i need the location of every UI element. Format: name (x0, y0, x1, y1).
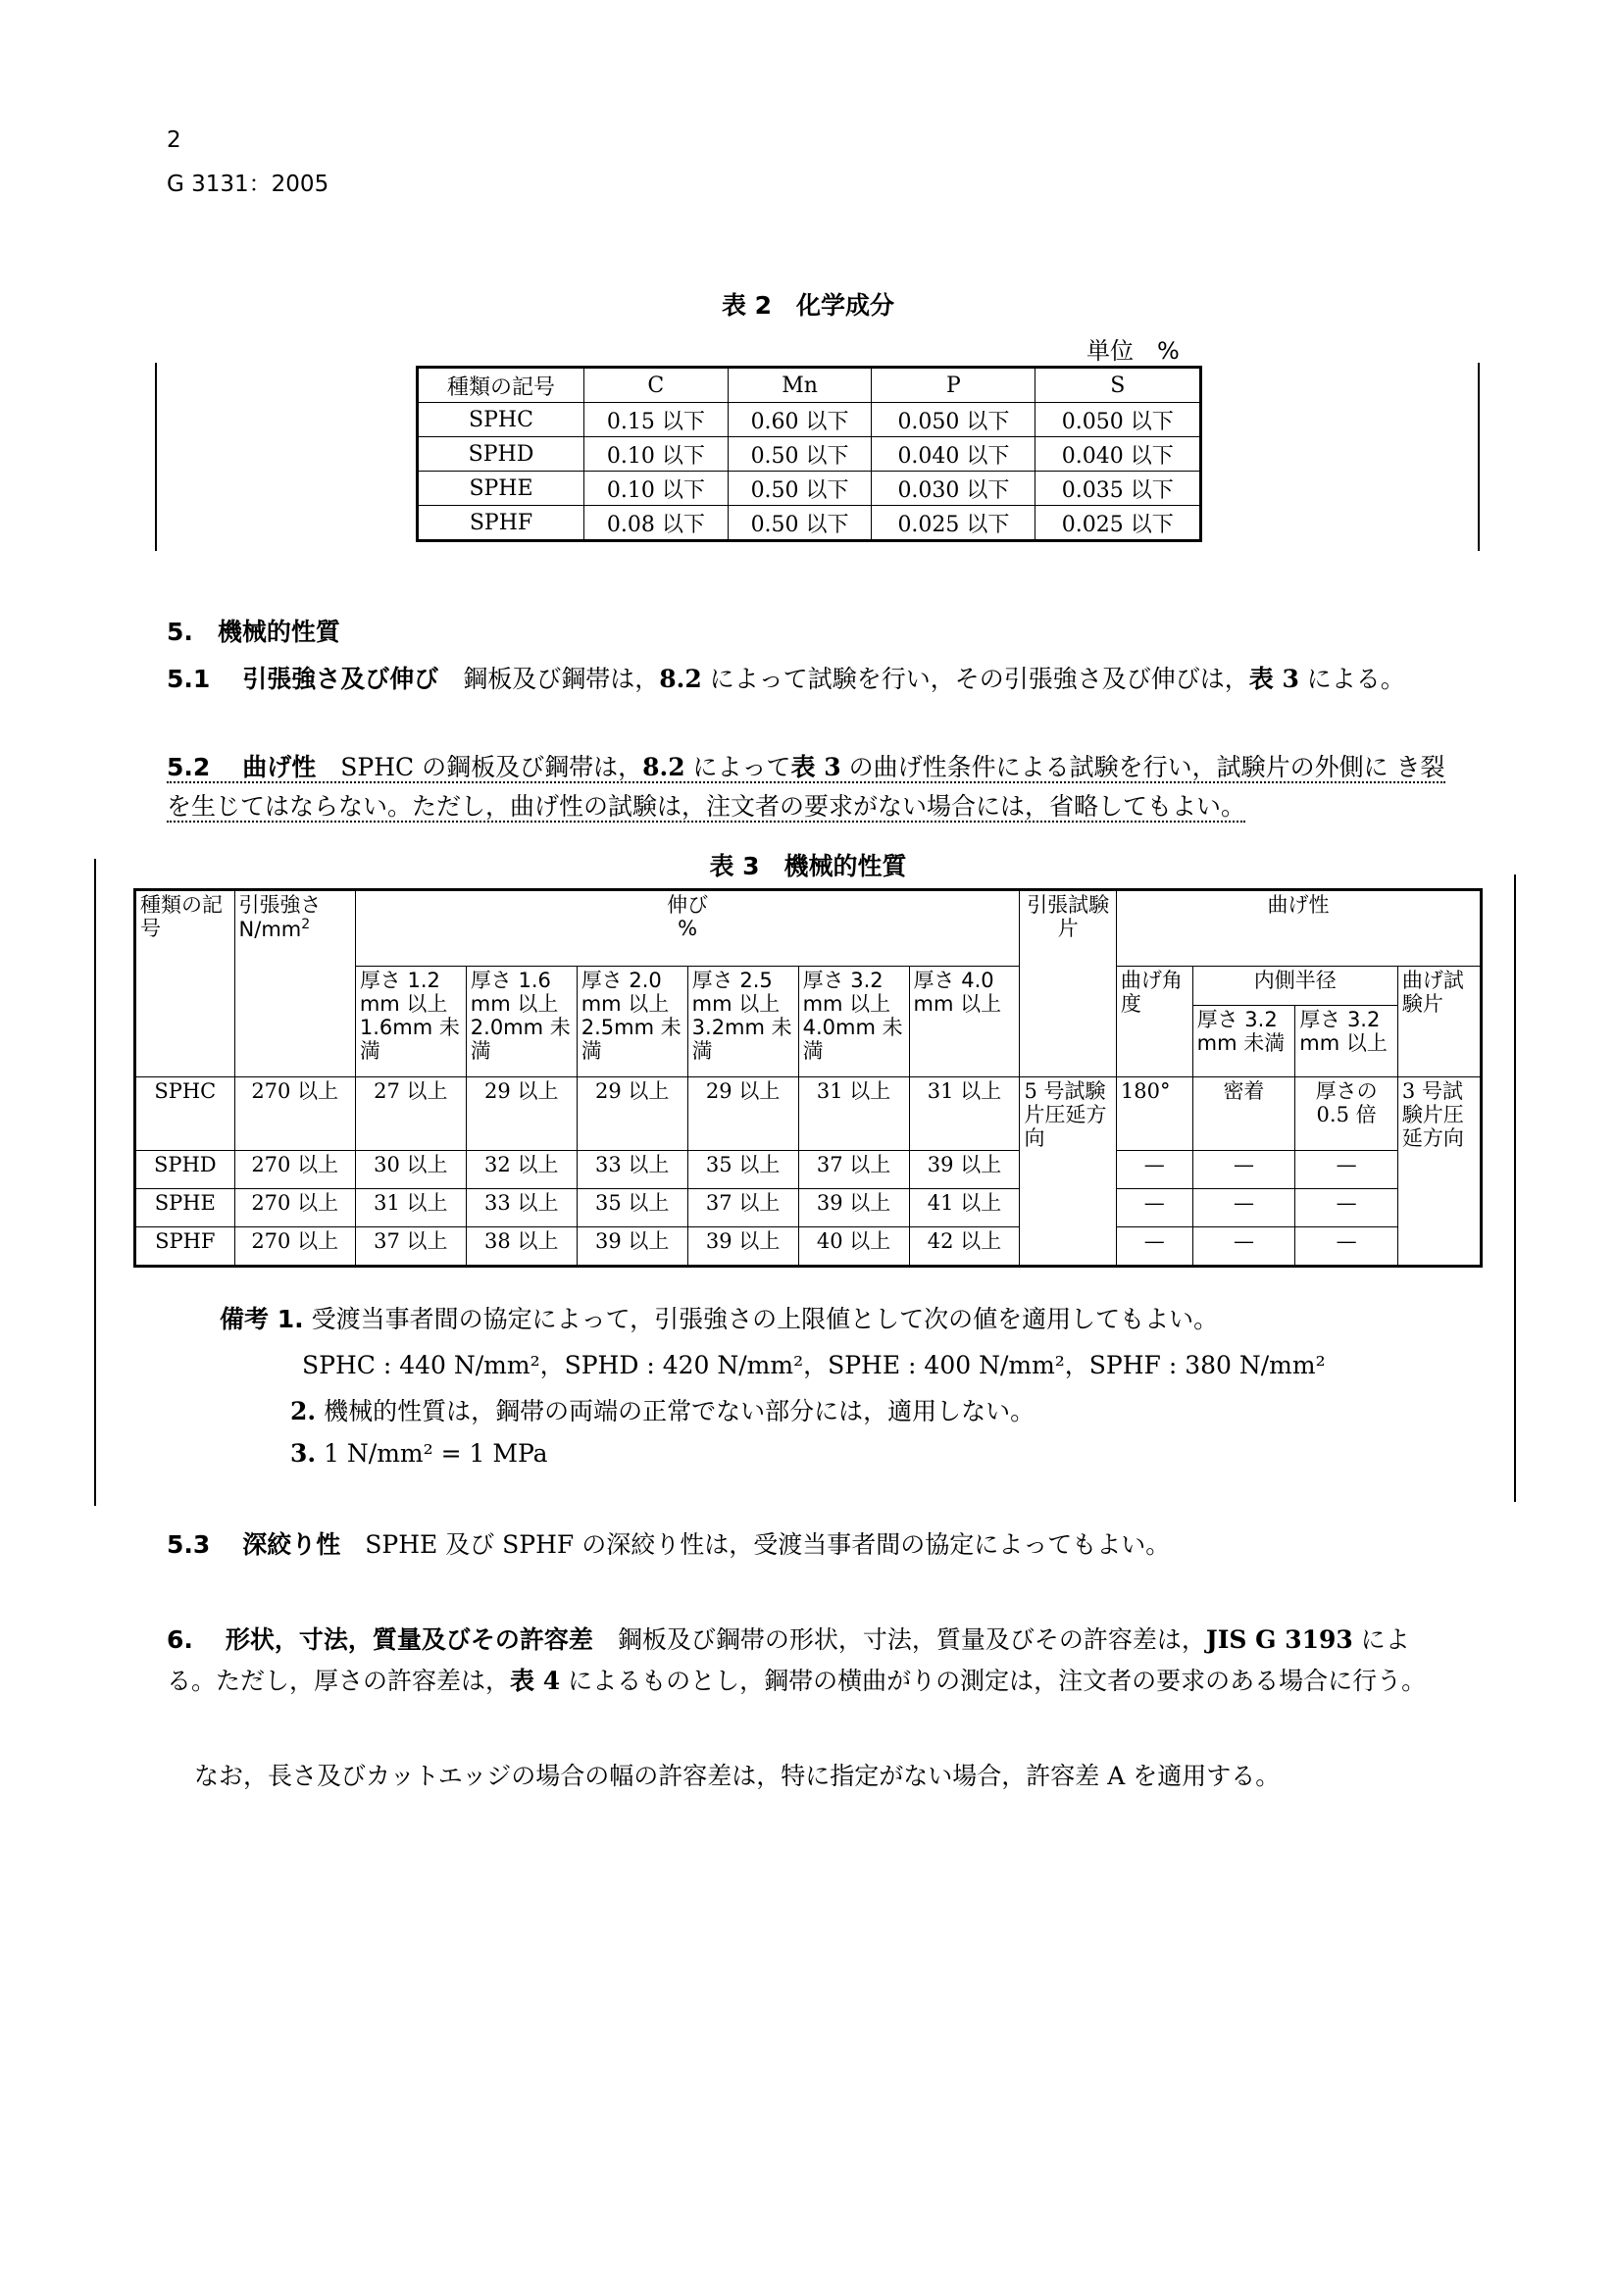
section5-heading (167, 613, 1451, 652)
table-cell: 27 以上 (355, 1077, 466, 1151)
table-row (418, 472, 1201, 506)
clause-title: 引張強さ及び伸び (242, 665, 439, 693)
revision-bar (1478, 363, 1480, 551)
table-cell: 32 以上 (466, 1151, 577, 1189)
table-cell: 0.60 以下 (728, 403, 872, 437)
table-row (418, 403, 1201, 437)
table-cell: 0.10 以下 (584, 472, 729, 506)
section53-paragraph (167, 1525, 1451, 1565)
remark-number: 3. (290, 1439, 317, 1468)
table-cell: 0.50 以下 (728, 472, 872, 506)
revision-bar (94, 859, 96, 1506)
section51-paragraph (167, 660, 1451, 699)
table-cell: 40 以上 (798, 1227, 909, 1267)
clause-title: 深絞り性 (242, 1530, 341, 1559)
table-cell: 0.040 以下 (872, 437, 1035, 472)
table-ref: 表 4 (510, 1667, 561, 1695)
table-ref: 表 3 (1248, 665, 1299, 693)
section6-paragraph-2: なお，長さ及びカットエッジの場合の幅の許容差は，特に指定がない場合，許容差 A を適用する。 (194, 1762, 1281, 1790)
header-cell: 厚さ 3.2 mm 未満 (1192, 1005, 1295, 1076)
standard-ref: JIS G 3193 (1205, 1625, 1353, 1654)
clause-title: 形状，寸法，質量及びその許容差 (225, 1625, 593, 1654)
remark-text: 受渡当事者間の協定によって，引張強さの上限値として次の値を適用してもよい。 (311, 1305, 1219, 1333)
table-cell: 33 以上 (577, 1151, 687, 1189)
table-cell: 35 以上 (577, 1189, 687, 1227)
table-ref: 表 3 (790, 753, 841, 781)
header-cell: 種類の記号 (418, 368, 584, 403)
header-cell: 厚さ 4.0 mm 以上 (909, 967, 1020, 1077)
table-cell: 5 号試験片圧延方向 (1020, 1077, 1116, 1267)
header-cell: 厚さ 1.6 mm 以上 2.0mm 未満 (466, 967, 577, 1077)
table-cell: 密着 (1192, 1077, 1295, 1151)
body-text: 鋼板及び鋼帯は， (438, 665, 660, 693)
table-cell: 270 以上 (234, 1227, 355, 1267)
table-cell: 0.040 以下 (1035, 437, 1201, 472)
section52-paragraph (167, 748, 1451, 826)
table-cell: 39 以上 (687, 1227, 798, 1267)
page-number: 2 (167, 127, 181, 153)
section-heading: 5. 機械的性質 (167, 618, 340, 646)
header-cell: 引張強さ $N/mm^2$ (234, 890, 355, 1077)
mechanical-properties-table (133, 888, 1483, 1268)
table-cell: 270 以上 (234, 1077, 355, 1151)
table-row (418, 506, 1201, 541)
table3-caption: 表 3 機械的性質 (709, 852, 907, 880)
table-cell: 39 以上 (798, 1189, 909, 1227)
header-cell: 厚さ 3.2 mm 以上 (1295, 1005, 1398, 1076)
body-text: による。ただし，厚さの許容差は， (167, 1625, 1410, 1695)
table-cell: 3 号試験片圧延方向 (1397, 1077, 1481, 1267)
table-cell: 0.15 以下 (584, 403, 729, 437)
unit-label: % (678, 917, 698, 941)
header-cell: 曲げ試験片 (1397, 967, 1481, 1077)
clause-number: 6. (167, 1625, 193, 1654)
header-cell: S (1035, 368, 1201, 403)
revision-bar (1514, 874, 1516, 1502)
body-text: SPHC の鋼板及び鋼帯は， (316, 753, 643, 781)
table-cell: — (1192, 1151, 1295, 1189)
clause-title: 曲げ性 (242, 753, 317, 781)
clause-number: 5.3 (167, 1530, 211, 1559)
table-cell: 厚さの 0.5 倍 (1295, 1077, 1398, 1151)
table-cell: 31 以上 (798, 1077, 909, 1151)
table-row (135, 1077, 1482, 1151)
section6-paragraph (167, 1620, 1451, 1702)
header-cell: P (872, 368, 1035, 403)
header-cell: 厚さ 2.0 mm 以上 2.5mm 未満 (577, 967, 687, 1077)
header-cell: 厚さ 1.2 mm 以上 1.6mm 未満 (355, 967, 466, 1077)
body-text: による。 (1298, 665, 1405, 693)
clause-number: 5.1 (167, 665, 211, 693)
remark-1 (220, 1300, 1218, 1335)
table2-caption: 表 2 化学成分 (721, 291, 895, 320)
table-cell: — (1192, 1189, 1295, 1227)
table-cell: 0.50 以下 (728, 437, 872, 472)
standard-code: G 3131：2005 (167, 172, 329, 197)
header-cell: C (584, 368, 729, 403)
remark-3 (290, 1439, 548, 1468)
header-cell: 曲げ性 (1116, 890, 1481, 967)
table-cell: SPHF (135, 1227, 235, 1267)
table-cell: 37 以上 (355, 1227, 466, 1267)
table-cell: SPHE (418, 472, 584, 506)
table-cell: 270 以上 (234, 1151, 355, 1189)
remark-label: 備考 1. (220, 1305, 304, 1333)
table-cell: 0.08 以下 (584, 506, 729, 541)
table-cell: 29 以上 (466, 1077, 577, 1151)
header-cell: 曲げ角度 (1116, 967, 1192, 1077)
remark-text: 機械的性質は，鋼帯の両端の正常でない部分には，適用しない。 (324, 1397, 1035, 1425)
table-cell: — (1295, 1227, 1398, 1267)
remark-number: 2. (290, 1397, 317, 1425)
body-text: 鋼板及び鋼帯の形状，寸法，質量及びその許容差は， (592, 1625, 1206, 1654)
table-cell: 29 以上 (687, 1077, 798, 1151)
unit-label: N/mm (238, 918, 302, 942)
table-cell: — (1116, 1227, 1192, 1267)
table-cell: 35 以上 (687, 1151, 798, 1189)
table-cell: 41 以上 (909, 1189, 1020, 1227)
table-cell: 29 以上 (577, 1077, 687, 1151)
table-cell: — (1116, 1189, 1192, 1227)
table-cell: 42 以上 (909, 1227, 1020, 1267)
table-cell: 0.025 以下 (1035, 506, 1201, 541)
body-text: によって試験を行い，その引張強さ及び伸びは， (701, 665, 1249, 693)
table-cell: 0.050 以下 (1035, 403, 1201, 437)
table-cell: 0.025 以下 (872, 506, 1035, 541)
body-text: によって (684, 753, 791, 781)
table-cell: 0.50 以下 (728, 506, 872, 541)
header-cell: Mn (728, 368, 872, 403)
header-cell: 引張試験片 (1020, 890, 1116, 1077)
body-text: の曲げ性条件による試験を行い，試験片の外側に き裂を生じてはならない。ただし，曲げ性の試験は，注文者の要求がない場合には，省略してもよい。 (167, 753, 1445, 821)
body-text: によるものとし，鋼帯の横曲がりの測定は，注文者の要求のある場合に行う。 (560, 1667, 1427, 1695)
table-cell: SPHC (418, 403, 584, 437)
clause-number: 5.2 (167, 753, 211, 781)
table-row (418, 437, 1201, 472)
table-cell: SPHD (418, 437, 584, 472)
table-cell: 31 以上 (355, 1189, 466, 1227)
table-cell: 37 以上 (687, 1189, 798, 1227)
table-cell: SPHF (418, 506, 584, 541)
table-header-row (135, 890, 1482, 967)
table-row (135, 1227, 1482, 1267)
table-cell: 180° (1116, 1077, 1192, 1151)
table-cell: — (1295, 1151, 1398, 1189)
table-cell: 270 以上 (234, 1189, 355, 1227)
table-cell: 0.10 以下 (584, 437, 729, 472)
header-cell: 内側半径 (1192, 967, 1397, 1006)
table-cell: — (1192, 1227, 1295, 1267)
clause-ref: 8.2 (642, 753, 685, 781)
table-cell: 31 以上 (909, 1077, 1020, 1151)
table-cell: 38 以上 (466, 1227, 577, 1267)
table-cell: 37 以上 (798, 1151, 909, 1189)
chemical-composition-table (416, 366, 1202, 542)
table-cell: SPHC (135, 1077, 235, 1151)
clause-ref: 8.2 (659, 665, 702, 693)
table-header-row (418, 368, 1201, 403)
header-cell: 種類の記号 (135, 890, 235, 1077)
table-cell: — (1116, 1151, 1192, 1189)
header-label: 引張強さ (238, 893, 322, 917)
header-cell: 厚さ 2.5 mm 以上 3.2mm 未満 (687, 967, 798, 1077)
table-cell: 33 以上 (466, 1189, 577, 1227)
remark-text: 1 N/mm² = 1 MPa (324, 1439, 548, 1468)
table-cell: 0.030 以下 (872, 472, 1035, 506)
table-cell: 0.035 以下 (1035, 472, 1201, 506)
remark-1-values: SPHC : 440 N/mm²，SPHD : 420 N/mm²，SPHE : 400 N/mm²，SPHF : 380 N/mm² (302, 1351, 1326, 1379)
table-cell: SPHE (135, 1189, 235, 1227)
table-row (135, 1189, 1482, 1227)
table-cell: SPHD (135, 1151, 235, 1189)
table-cell: 39 以上 (909, 1151, 1020, 1189)
table-row (135, 1151, 1482, 1189)
table-cell: 39 以上 (577, 1227, 687, 1267)
table-cell: — (1295, 1189, 1398, 1227)
revision-bar (155, 363, 157, 551)
table-cell: 30 以上 (355, 1151, 466, 1189)
header-cell (355, 890, 1020, 967)
header-label: 伸び (667, 893, 709, 917)
table2-unit: 単位 % (1086, 337, 1180, 365)
body-text: SPHE 及び SPHF の深絞り性は，受渡当事者間の協定によってもよい。 (340, 1530, 1171, 1559)
header-cell: 厚さ 3.2 mm 以上 4.0mm 未満 (798, 967, 909, 1077)
table-cell: 0.050 以下 (872, 403, 1035, 437)
remark-2 (290, 1392, 1035, 1427)
